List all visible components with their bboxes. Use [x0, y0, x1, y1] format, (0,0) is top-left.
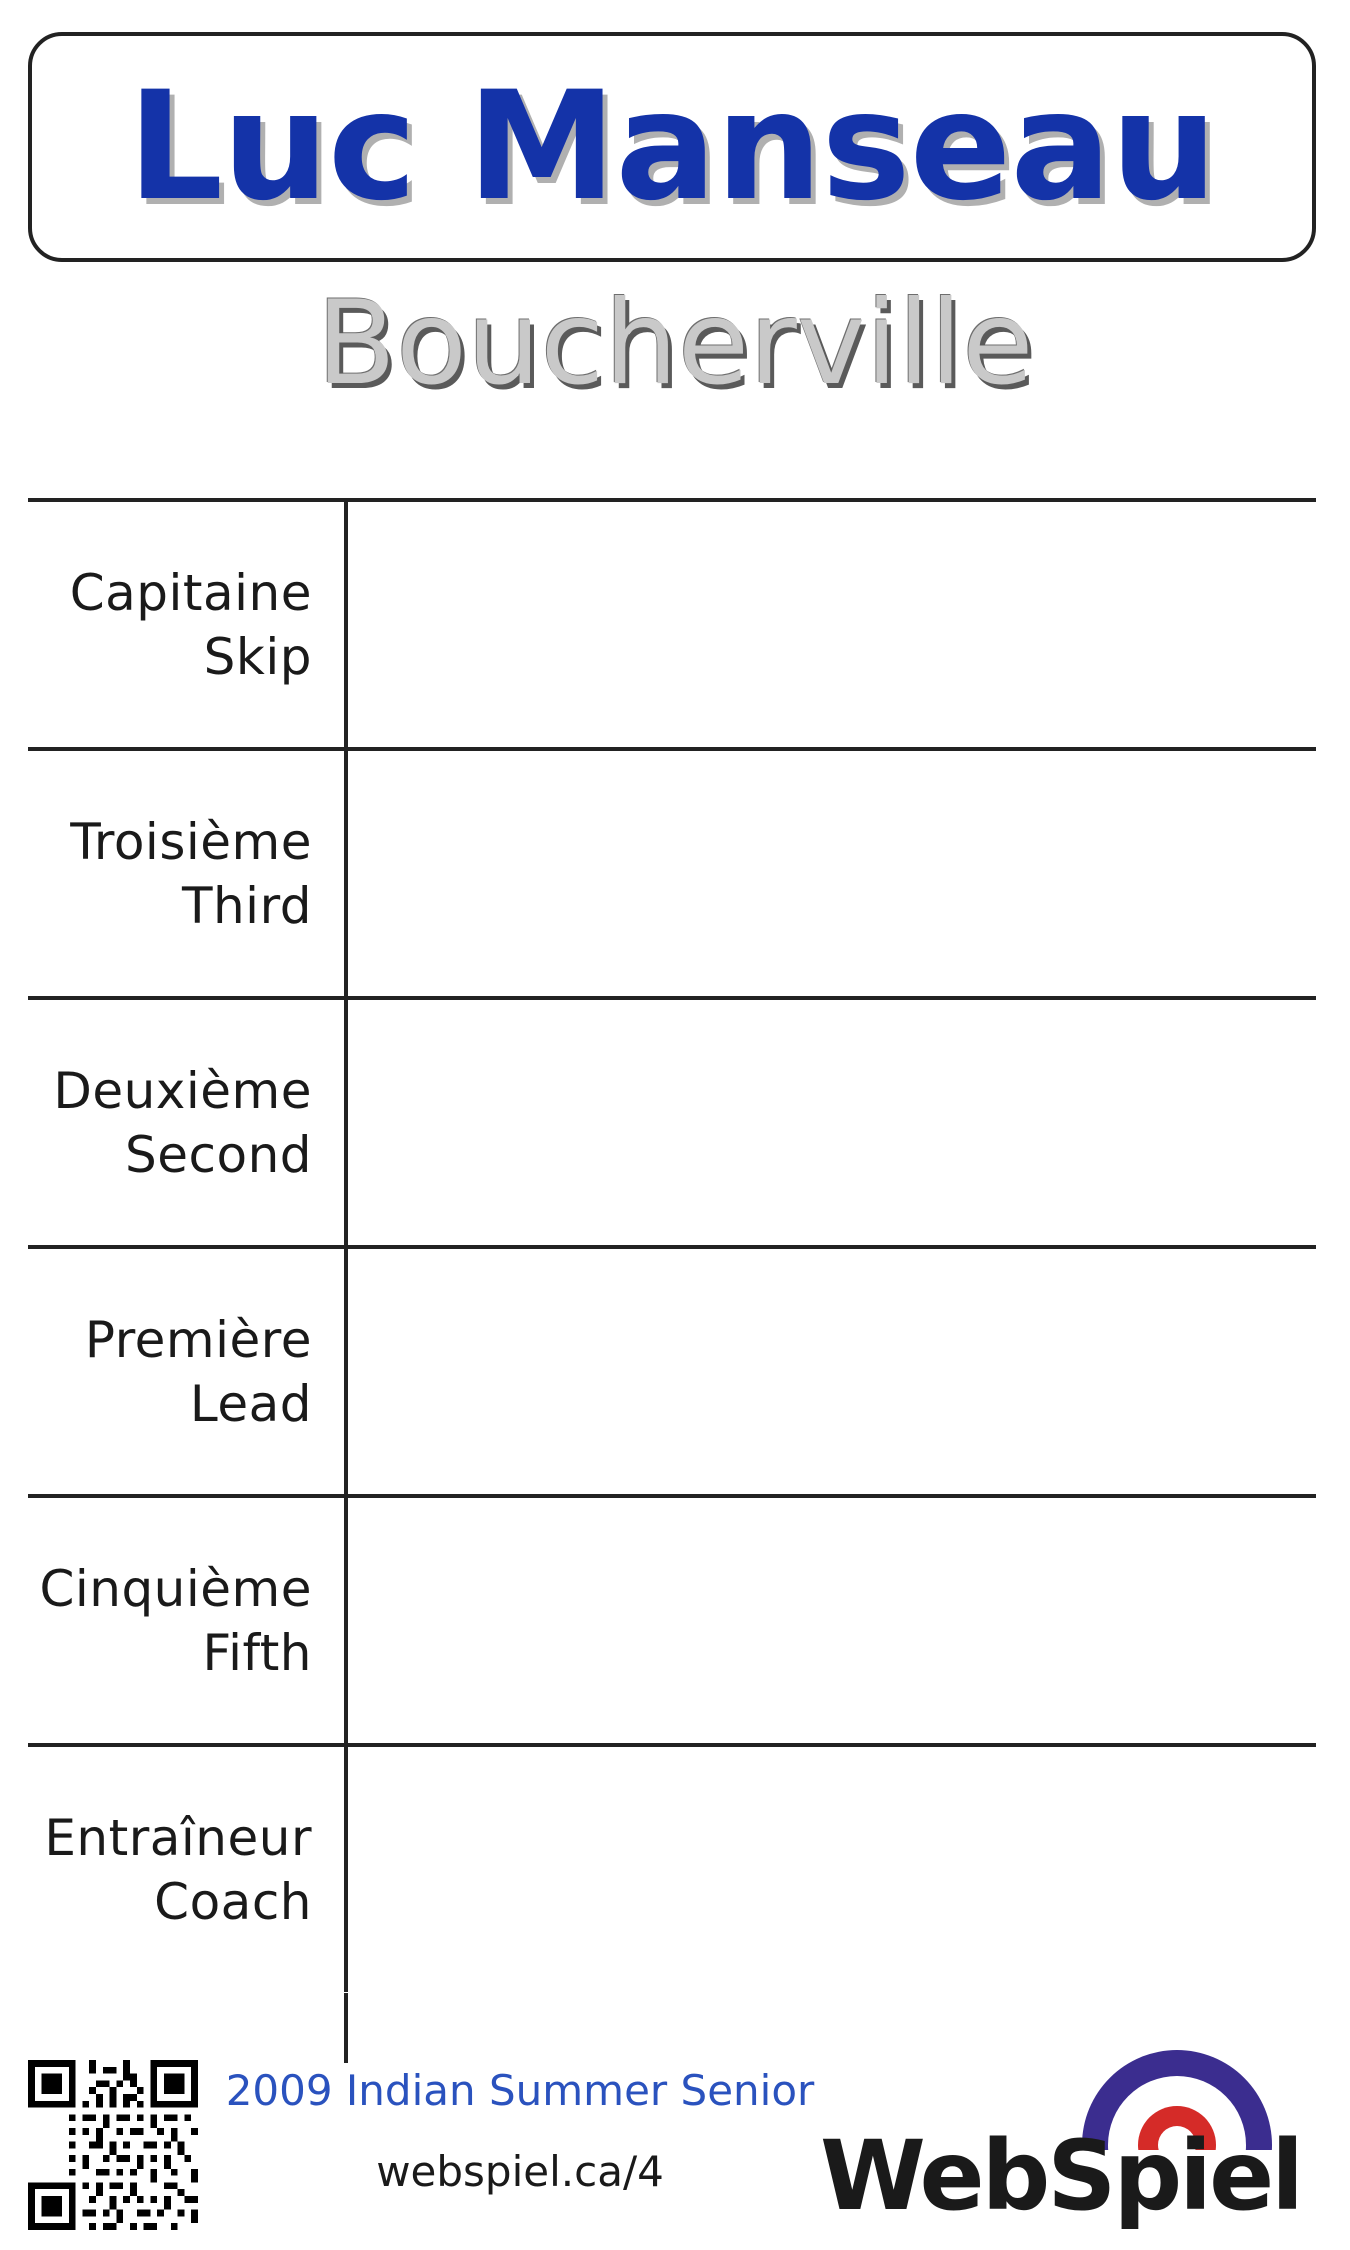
roster-table — [28, 498, 1316, 1992]
row-label-group — [28, 1747, 328, 1992]
player-entry-field[interactable] — [368, 502, 1316, 747]
position-label-en: Coach — [154, 1872, 312, 1931]
column-divider — [344, 1000, 348, 1245]
row-label-group — [28, 1249, 328, 1494]
row-label-group — [28, 502, 328, 747]
logo-wordmark — [820, 2120, 1320, 2232]
column-divider — [344, 751, 348, 996]
position-label-en: Fifth — [202, 1623, 312, 1682]
table-row — [28, 996, 1316, 1245]
position-label-fr: Entraîneur — [44, 1808, 312, 1867]
club-name: Boucherville — [316, 276, 1034, 411]
player-entry-field[interactable] — [368, 1498, 1316, 1743]
position-label-en: Skip — [203, 627, 312, 686]
position-label-fr: Deuxième — [53, 1061, 312, 1120]
position-label-fr: Capitaine — [69, 563, 312, 622]
player-entry-field[interactable] — [368, 1000, 1316, 1245]
position-label-en: Second — [124, 1125, 312, 1184]
column-divider — [344, 1249, 348, 1494]
page-title: Luc Manseau — [127, 60, 1217, 234]
column-divider — [344, 1498, 348, 1743]
position-label-en: Third — [181, 876, 312, 935]
column-divider — [344, 1747, 348, 1992]
position-label-fr: Troisième — [70, 812, 312, 871]
row-label-group — [28, 1000, 328, 1245]
table-row — [28, 1743, 1316, 1992]
event-name: 2009 Indian Summer Senior — [225, 2066, 815, 2115]
table-row — [28, 1494, 1316, 1743]
position-label-fr: Première — [84, 1310, 312, 1369]
footer — [0, 2040, 1350, 2250]
row-label-group — [28, 751, 328, 996]
player-entry-field[interactable] — [368, 751, 1316, 996]
table-row — [28, 498, 1316, 747]
position-label-fr: Cinquième — [39, 1559, 312, 1618]
position-label-en: Lead — [189, 1374, 312, 1433]
site-url[interactable]: webspiel.ca/4 — [376, 2146, 664, 2196]
table-row — [28, 747, 1316, 996]
player-entry-field[interactable] — [368, 1747, 1316, 1992]
table-row — [28, 1245, 1316, 1494]
footer-text-group — [210, 2064, 830, 2199]
column-divider — [344, 502, 348, 747]
logo-word-web: Web — [820, 2120, 1048, 2232]
webspiel-logo[interactable] — [820, 2050, 1320, 2250]
player-entry-field[interactable] — [368, 1249, 1316, 1494]
qr-code-icon[interactable] — [28, 2060, 198, 2230]
row-label-group — [28, 1498, 328, 1743]
logo-word-spiel: Spiel — [1047, 2120, 1302, 2232]
player-name-box — [28, 32, 1316, 262]
